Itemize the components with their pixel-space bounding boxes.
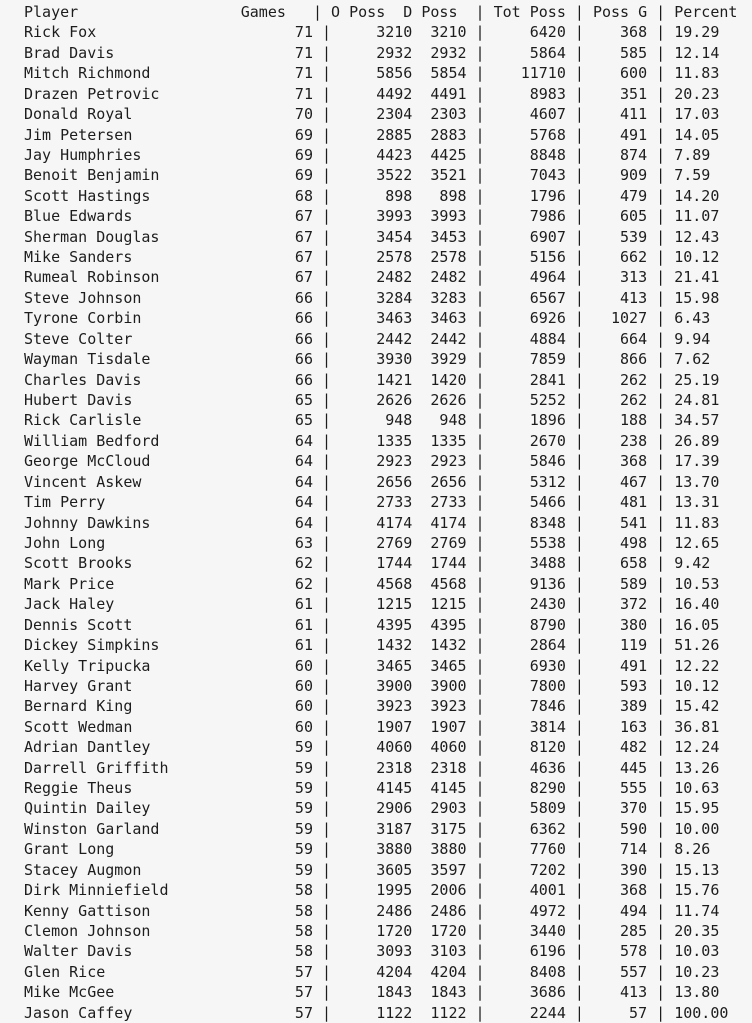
table-row: Kenny Gattison 58 | 2486 2486 | 4972 | 494 | 11.74 (24, 901, 720, 920)
table-row: William Bedford 64 | 1335 1335 | 2670 | 238 | 26.89 (24, 431, 720, 450)
table-row: Brad Davis 71 | 2932 2932 | 5864 | 585 | 12.14 (24, 43, 720, 62)
table-row: Dennis Scott 61 | 4395 4395 | 8790 | 380 | 16.05 (24, 615, 720, 634)
table-row: Jay Humphries 69 | 4423 4425 | 8848 | 874 | 7.89 (24, 145, 711, 164)
table-row: Sherman Douglas 67 | 3454 3453 | 6907 | 539 | 12.43 (24, 227, 720, 246)
table-row: Harvey Grant 60 | 3900 3900 | 7800 | 593 | 10.12 (24, 676, 720, 695)
table-row: Dickey Simpkins 61 | 1432 1432 | 2864 | 119 | 51.26 (24, 636, 720, 655)
table-row: Scott Hastings 68 | 898 898 | 1796 | 479 | 14.20 (24, 186, 720, 205)
table-row: Adrian Dantley 59 | 4060 4060 | 8120 | 482 | 12.24 (24, 738, 720, 757)
table-row: Stacey Augmon 59 | 3605 3597 | 7202 | 390 | 15.13 (24, 860, 720, 879)
table-row: Walter Davis 58 | 3093 3103 | 6196 | 578 | 10.03 (24, 942, 720, 961)
table-row: Quintin Dailey 59 | 2906 2903 | 5809 | 370 | 15.95 (24, 799, 720, 818)
table-row: Donald Royal 70 | 2304 2303 | 4607 | 411 | 17.03 (24, 105, 720, 124)
table-row: George McCloud 64 | 2923 2923 | 5846 | 368 | 17.39 (24, 452, 720, 471)
table-row: Tyrone Corbin 66 | 3463 3463 | 6926 | 1027 | 6.43 (24, 309, 711, 328)
table-row: Benoit Benjamin 69 | 3522 3521 | 7043 | 909 | 7.59 (24, 166, 711, 185)
table-row: Mark Price 62 | 4568 4568 | 9136 | 589 | 10.53 (24, 574, 720, 593)
table-header-row: Player Games | O Poss D Poss | Tot Poss | Poss G | Percent (24, 3, 738, 21)
table-row: Johnny Dawkins 64 | 4174 4174 | 8348 | 541 | 11.83 (24, 513, 720, 532)
table-row: Tim Perry 64 | 2733 2733 | 5466 | 481 | 13.31 (24, 493, 720, 512)
table-row: Hubert Davis 65 | 2626 2626 | 5252 | 262 | 24.81 (24, 391, 720, 410)
table-row: Clemon Johnson 58 | 1720 1720 | 3440 | 285 | 20.35 (24, 921, 720, 940)
table-row: Wayman Tisdale 66 | 3930 3929 | 7859 | 866 | 7.62 (24, 350, 711, 369)
table-row: Charles Davis 66 | 1421 1420 | 2841 | 262 | 25.19 (24, 370, 720, 389)
table-row: Blue Edwards 67 | 3993 3993 | 7986 | 605 | 11.07 (24, 207, 720, 226)
table-row: Mitch Richmond 71 | 5856 5854 | 11710 | 600 | 11.83 (24, 64, 720, 83)
table-row: Mike McGee 57 | 1843 1843 | 3686 | 413 | 13.80 (24, 983, 720, 1002)
table-row: Rumeal Robinson 67 | 2482 2482 | 4964 | 313 | 21.41 (24, 268, 720, 287)
table-row: Bernard King 60 | 3923 3923 | 7846 | 389 | 15.42 (24, 697, 720, 716)
table-row: Jim Petersen 69 | 2885 2883 | 5768 | 491 | 14.05 (24, 125, 720, 144)
table-row: Steve Johnson 66 | 3284 3283 | 6567 | 413 | 15.98 (24, 288, 720, 307)
table-row: Scott Wedman 60 | 1907 1907 | 3814 | 163 | 36.81 (24, 717, 720, 736)
table-row: Vincent Askew 64 | 2656 2656 | 5312 | 467 | 13.70 (24, 472, 720, 491)
table-row: Rick Carlisle 65 | 948 948 | 1896 | 188 | 34.57 (24, 411, 720, 430)
table-row: John Long 63 | 2769 2769 | 5538 | 498 | 12.65 (24, 533, 720, 552)
table-row: Grant Long 59 | 3880 3880 | 7760 | 714 | 8.26 (24, 840, 711, 859)
table-row: Drazen Petrovic 71 | 4492 4491 | 8983 | 351 | 20.23 (24, 84, 720, 103)
table-row: Jack Haley 61 | 1215 1215 | 2430 | 372 | 16.40 (24, 595, 720, 614)
table-row: Steve Colter 66 | 2442 2442 | 4884 | 664 | 9.94 (24, 329, 711, 348)
table-row: Darrell Griffith 59 | 2318 2318 | 4636 | 445 | 13.26 (24, 758, 720, 777)
table-row: Mike Sanders 67 | 2578 2578 | 5156 | 662 | 10.12 (24, 248, 720, 267)
table-row: Reggie Theus 59 | 4145 4145 | 8290 | 555 | 10.63 (24, 779, 720, 798)
table-row: Dirk Minniefield 58 | 1995 2006 | 4001 | 368 | 15.76 (24, 881, 720, 900)
table-row: Scott Brooks 62 | 1744 1744 | 3488 | 658 | 9.42 (24, 554, 711, 573)
table-row: Kelly Tripucka 60 | 3465 3465 | 6930 | 491 | 12.22 (24, 656, 720, 675)
table-row: Rick Fox 71 | 3210 3210 | 6420 | 368 | 19.29 (24, 23, 720, 42)
table-row: Glen Rice 57 | 4204 4204 | 8408 | 557 | 10.23 (24, 962, 720, 981)
table-row: Jason Caffey 57 | 1122 1122 | 2244 | 57 | 100.00 (24, 1003, 729, 1022)
table-row: Winston Garland 59 | 3187 3175 | 6362 | 590 | 10.00 (24, 819, 720, 838)
